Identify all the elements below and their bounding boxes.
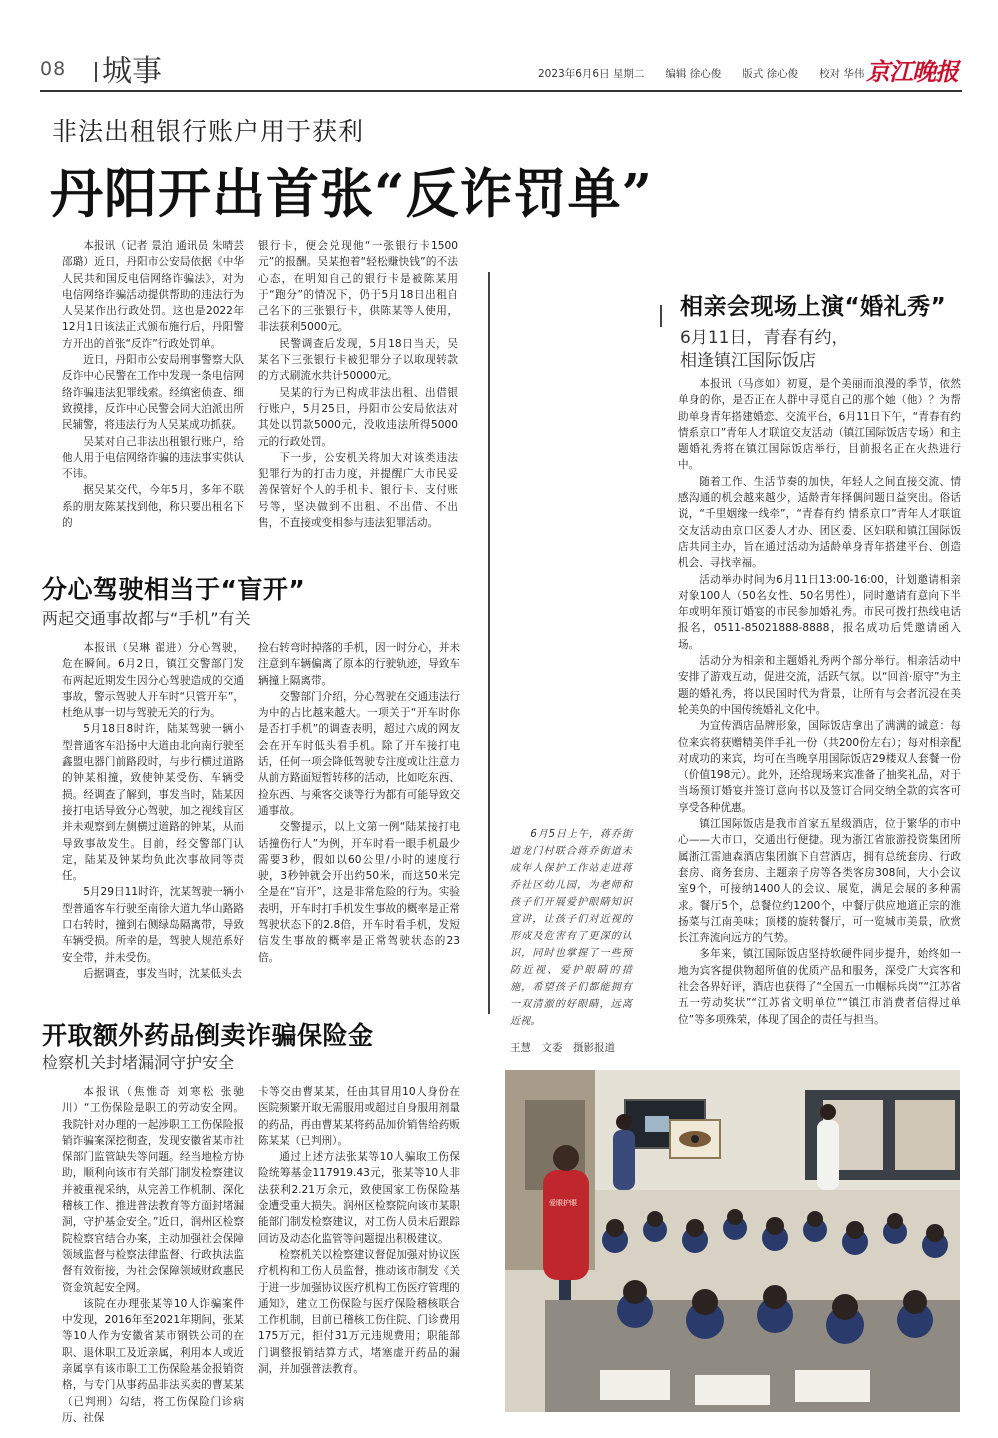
paragraph: 为宣传酒店品牌形象，国际饭店拿出了满满的诚意：每位来宾将获赠精美伴手礼一份（共200份左右）；每对相亲配对成功的来宾，均可在当晚享用国际饭店29楼双人套餐一份（价值198元）。此外，还给现场来宾准备了抽奖礼品，对于当场预订婚宴并签订意向书以及签订合同交纳全款的宾客可享受各种优惠。	[678, 720, 961, 814]
column-rule	[488, 272, 490, 1014]
vest-text: 爱眼护眼	[549, 1199, 577, 1207]
article3-col2	[258, 640, 460, 966]
article4-col2	[258, 1084, 460, 1377]
article2-sub1: 6月11日，青春有约，	[680, 328, 849, 348]
paragraph: 近日，丹阳市公安局刑事警察大队反诈中心民警在工作中发现一条电信网络诈骗违法犯罪线索。经缜密侦查、细致摸排，反诈中心民警会同大泊派出所民辅警，将违法行为人吴某成功抓获。	[62, 354, 244, 432]
header-meta: 2023年6月6日 星期二 编辑 徐心俊 版式 徐心俊 校对 华伟	[538, 68, 865, 80]
article4-sub: 检察机关封堵漏洞守护安全	[42, 1053, 235, 1072]
paragraph: 本报讯（记者 景泊 通讯员 朱晴芸 邵璐）近日，丹阳市公安局依据《中华人民共和国反电信网络诈骗法》，对为电信网络诈骗活动提供帮助的违法行为人吴某作出行政处罚。这也是2022年12月1日该法正式颁布施行后，丹阳警方开出的首张“反诈”行政处罚单。	[62, 240, 244, 350]
paragraph: 本报讯（吴琳 翟进）分心驾驶，危在瞬间。6月2日，镇江交警部门发布两起近期发生因分心驾驶造成的交通事故，警示驾驶人开车时“只管开车”，杜绝从事一切与驾驶无关的行为。	[62, 642, 244, 720]
page-number: 08	[40, 58, 67, 80]
paragraph: 活动举办时间为6月11日13:00-16:00，计划邀请相亲对象100人（50名女性、50名男性），同时邀请有意向下半年或明年预订婚宴的市民参加婚礼秀。市民可拨打热线电话报名，0511-85021888-8888，报名成功后凭邀请函入场。	[678, 573, 961, 651]
article2-title: 相亲会现场上演“婚礼秀”	[680, 294, 947, 320]
column-rule	[660, 305, 662, 327]
caption-credit: 王慧 文委 摄影报道	[510, 1042, 615, 1054]
masthead-logo: 京江晚报	[866, 57, 958, 86]
header-rule	[40, 90, 962, 92]
article3-sub: 两起交通事故都与“手机”有关	[42, 609, 251, 628]
paragraph: 后据调查，事发当时，沈某低头去	[83, 967, 243, 980]
paragraph: 5月18日8时许，陆某驾驶一辆小型普通客车沿扬中大道由北向南行驶至鑫盟电器门前路段时，与步行横过道路的钟某相撞，致使钟某受伤、车辆受损。经调查了解到，事发当时，陆某因接打电话导致分心驾驶，加之视线盲区并未观察到左侧横过道路的钟某，从而导致事故发生。目前，经交警部门认定，陆某及钟某均负此次事故同等责任。	[62, 723, 244, 883]
paragraph: 据吴某交代，今年5月，多年不联系的朋友陈某找到他，称只要出租名下的	[62, 484, 244, 530]
paragraph: 本报讯（焦惟奇 刘寒松 张驰川）“工伤保险是职工的劳动安全网。我院针对办理的一起涉职工工伤保险报销诈骗案深挖彻查，发现安徽省某市社保部门监管缺失等问题。经当地检方协助，顺利向该市有关部门制发检察建议并被重视采纳，从完善工作机制、深化稽核工作、推进普法教育等方面封堵漏洞，守护基金安全。”近日，润州区检察院检察官结合办案，主动加强社会保障领域监督与检察法律监督、行政执法监督有效衔接，为社会保障领域财政惠民资金筑起安全网。	[62, 1086, 244, 1294]
article1-col2	[258, 238, 458, 531]
article3-title: 分心驾驶相当于“盲开”	[42, 575, 306, 604]
paragraph: 下一步，公安机关将加大对该类违法犯罪行为的打击力度，并提醒广大市民妥善保管好个人的手机卡、银行卡、支付账号等，坚决做到不出租、不出借、不出售，不直接或变相参与违法犯罪活动。	[258, 451, 458, 530]
article2-body	[678, 376, 961, 1028]
paragraph: 本报讯（马彦如）初夏，是个美丽而浪漫的季节，依然单身的你，是否正在人群中寻觅自己的那个她（他）？为帮助单身青年搭建婚恋、交流平台，6月11日下午，“青春有约 情系京口”青年人才联谊交友活动（镇江国际饭店专场）和主题婚礼秀将在镇江国际饭店举行，目前报名正在火热进行中。	[678, 378, 961, 472]
paragraph: 5月29日11时许，沈某驾驶一辆小型普通客车行驶至南徐大道九华山路路口右转时，撞到右侧绿岛隔离带，导致车辆受损。所幸的是，驾驶人规范系好安全带，并未受伤。	[62, 886, 245, 964]
paragraph: 交警提示，以上文第一例“陆某接打电话撞伤行人”为例，开车时看一眼手机最少需要3秒，假如以60公里/小时的速度行驶，3秒钟就会开出约50米，而这50米完全是在“盲开”，这是非常危险的行为。实验表明，开车时打手机发生事故的概率是正常驾驶状态下的2.8倍，开车时看手机，发短信发生事故的概率是正常驾驶状态的23倍。	[258, 821, 460, 964]
paragraph: 随着工作、生活节奏的加快，年轻人之间直接交流、情感沟通的机会越来越少，适龄青年择偶问题日益突出。俗话说，“千里姻缘一线牵”，“青春有约 情系京口”青年人才联谊交友活动由京口区委人才办、团区委、区妇联和镇江国际饭店共同主办，旨在通过活动为适龄单身青年搭建平台、创造机会、寻找幸福。	[678, 475, 961, 570]
paragraph: 吴某对自己非法出租银行账户，给他人用于电信网络诈骗的违法事实供认不讳。	[62, 435, 244, 481]
paragraph: 检察机关以检察建议督促加强对协议医疗机构和工伤人员监督，推动该市制发《关于进一步加强协议医疗机构工伤医疗管理的通知》，建立工伤保险与医疗保险稽核联合工作机制，目前已稽核工伤住院、门诊费用175万元，拒付31万元违规费用；职能部门调整报销结算方式，堵塞虚开药品的漏洞，并加强普法教育。	[258, 1248, 460, 1376]
paragraph: 银行卡，便会兑现他“一张银行卡1500元”的报酬。吴某抱着“轻松赚快钱”的不法心态，在明知自己的银行卡是被陈某用于“跑分”的情况下，仍于5月18日出租自己名下的三张银行卡，供陈某等人使用，非法获利5000元。	[258, 240, 458, 334]
header-divider	[95, 62, 97, 82]
article4-col1	[62, 1084, 244, 1426]
paragraph: 捡右转弯时掉落的手机，因一时分心，并未注意到车辆偏离了原本的行驶轨迹，导致车辆撞上隔离带。	[258, 642, 460, 687]
article1-kicker: 非法出租银行账户用于获利	[52, 117, 365, 146]
paragraph: 多年来，镇江国际饭店坚持软硬件同步提升，始终如一地为宾客提供物超所值的优质产品和服务，深受广大宾客和社会各界好评，酒店也获得了“全国五一巾帼标兵岗”“江苏省五一劳动奖状”“江苏省文明单位”“镇江市消费者信得过单位”等多项殊荣，体现了国企的责任与担当。	[678, 948, 961, 1026]
article2-sub2: 相逢镇江国际饭店	[680, 351, 816, 371]
classroom-illustration	[505, 1070, 960, 1412]
paragraph: 镇江国际饭店是我市首家五星级酒店，位于繁华的市中心——大市口，交通出行便捷。现为浙江省旅游投资集团所属浙江雷迪森酒店集团旗下自营酒店，拥有总统套房、行政套房、商务套房、主题亲子房等各类客房308间，大小会议室9个，可接纳1400人的会议、展览，满足会展的多种需求。餐厅5个，总餐位约1200个，中餐厅供应地道正宗的淮扬菜与江南美味；顶楼的旋转餐厅，可一览城市美景，欣赏长江奔流向远方的气势。	[678, 818, 961, 945]
classroom-photo	[505, 1070, 960, 1412]
paragraph: 吴某的行为已构成非法出租、出借银行账户，5月25日，丹阳市公安局依法对其处以罚款5000元，没收违法所得5000元的行政处罚。	[258, 386, 458, 448]
paragraph: 通过上述方法张某等10人骗取工伤保险统筹基金117919.43元，张某等10人非法获利2.21万余元，致使国家工伤保险基金遭受重大损失。润州区检察院向该市某职能部门制发检察建议，对工伤人员未后跟踪回访及动态化监管等问题提出积极建议。	[258, 1151, 460, 1245]
paragraph: 活动分为相亲和主题婚礼秀两个部分举行。相亲活动中安排了游戏互动，促进交流，活跃气氛。以“回首·原守”为主题的婚礼秀，将以民国时代为背景，让所有与会者沉浸在美轮美奂的中国传统婚礼文化中。	[678, 655, 961, 716]
paragraph: 卡等交由曹某某，任由其冒用10人身份在医院频繁开取无需服用或超过自身服用剂量的药品，再由曹某某将药品加价销售给药贩陈某某（已判刑）。	[258, 1086, 460, 1147]
paragraph: 交警部门介绍，分心驾驶在交通违法行为中的占比越来越大。一项关于“开车时你是否打手机”的调查表明，超过六成的网友会在开车时低头看手机。除了开车接打电话，任何一项会降低驾驶专注度或让注意力从前方路面短暂转移的活动，比如吃东西、捡东西、与乘客交谈等行为都有可能导致交通事故。	[258, 690, 460, 817]
article4-title: 开取额外药品倒卖诈骗保险金	[42, 1021, 374, 1050]
paragraph: 民警调查后发现，5月18日当天，吴某名下三张银行卡被犯罪分子以取现转款的方式刷流水共计50000元。	[258, 337, 458, 383]
article3-col1	[62, 640, 244, 982]
paragraph: 该院在办理张某等10人诈骗案件中发现，2016年至2021年期间，张某等10人作为安徽省某市钢铁公司的在职、退休职工及近亲属，利用本人或近亲属享有该市职工工伤保险基金报销资格，与专门从事药品非法买卖的曹某某（已判刑）勾结，将工伤保险门诊病历、社保	[62, 1297, 244, 1424]
photo-caption	[510, 826, 632, 1057]
section-name: 城事	[102, 54, 162, 89]
article1-title: 丹阳开出首张“反诈罚单”	[50, 163, 653, 225]
caption-text: 6月5日上午，蒋乔街道龙门村联合蒋乔街道未成年人保护工作站走进蒋乔社区幼儿园，为老师和孩子们开展爱护眼睛知识宣讲，让孩子们对近视的形成及危害有了更深的认识，同时也掌握了一些预防近视、爱护眼睛的措施，希望孩子们都能拥有一双清澈的好眼睛，远离近视。	[510, 829, 632, 1027]
article1-col1	[62, 238, 244, 531]
